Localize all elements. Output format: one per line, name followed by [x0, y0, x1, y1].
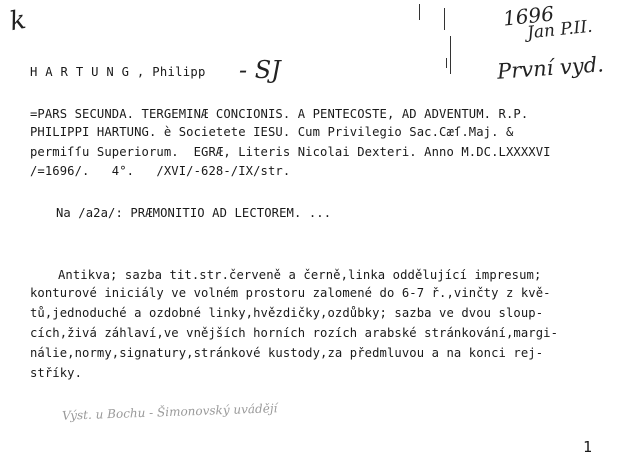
description-line: stříky.	[30, 366, 83, 380]
author-heading: H A R T U N G , Philipp	[30, 65, 206, 79]
description-line: Antikva; sazba tit.str.červeně a černě,linka oddělující impresum;	[58, 268, 542, 282]
description-line: nálie,normy,signatury,stránkové kustody,za předmluvou a na konci rej-	[30, 346, 544, 360]
title-line: PHILIPPI HARTUNG. è Societete IESU. Cum Privilegio Sac.Cæſ.Maj. &	[30, 125, 514, 139]
margin-tick-4	[446, 58, 447, 68]
incipit-line: Na /a2a/: PRÆMONITIO AD LECTOREM. ...	[56, 206, 332, 220]
handwritten-call-number-2: Jan P.II.	[526, 16, 594, 44]
title-line: =PARS SECUNDA. TERGEMINÆ CONCIONIS. A PENTECOSTE, AD ADVENTUM. R.P.	[30, 107, 529, 121]
handwritten-note-right: První vyd.	[496, 52, 605, 84]
description-line: cích,živá záhlaví,ve vnějších horních rozích arabské stránkování,margi-	[30, 326, 559, 340]
margin-tick-3	[450, 36, 451, 74]
title-line: /=1696/. 4°. /XVI/-628-/IX/str.	[30, 164, 291, 178]
handwritten-dash-sj: - SJ	[239, 56, 281, 84]
margin-tick-2	[444, 8, 445, 30]
handwritten-note-bottom: Výst. u Bochu - Šimonovský uvádějí	[61, 401, 278, 423]
margin-tick-1	[419, 4, 420, 20]
description-line: tů,jednoduché a ozdobné linky,hvězdičky,ozdůbky; sazba ve dvou sloup-	[30, 306, 544, 320]
handwritten-corner-letter: k	[7, 4, 29, 38]
title-line: permiſſu Superiorum. EGRÆ, Literis Nicolai Dexteri. Anno M.DC.LXXXXVI	[30, 145, 551, 159]
page-number: 1	[583, 438, 593, 456]
description-line: konturové iniciály ve volném prostoru zalomené do 6-7 ř.,vinčty z kvě-	[30, 286, 551, 300]
handwritten-call-number-1: 1696	[501, 1, 556, 31]
